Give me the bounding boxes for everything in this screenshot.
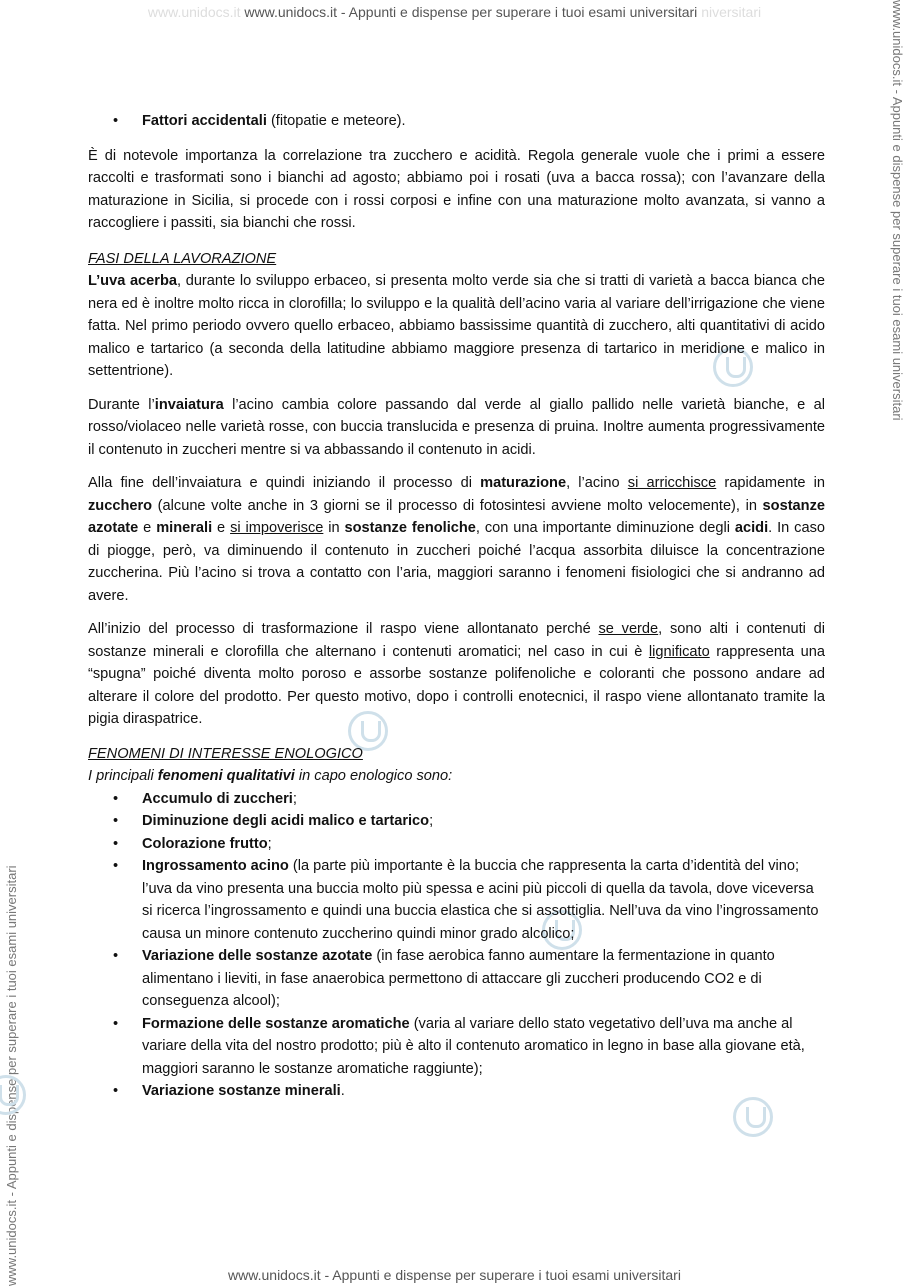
bullet: • <box>113 113 119 129</box>
underlined-term: lignificato <box>648 643 710 660</box>
paragraph-text: rappresenta una “spugna” poiché diventa molto poroso e assorbe sostanze polifenoliche e coloranti che possono andare ad alterare il colore del prodotto. Per questo motivo, dopo i controlli enotecnici, il raspo viene allontanato tramite la pigia diraspatrice. <box>88 643 825 727</box>
list-item <box>88 833 825 856</box>
item-text: ; <box>429 813 434 829</box>
section-heading-fenomeni: FENOMENI DI INTERESSE ENOLOGICO <box>88 745 363 762</box>
item-text: (in fase aerobica fanno aumentare la fermentazione in quanto alimentano i lieviti, in fase anaerobica permettono di attaccare gli zuccheri producendo CO2 e di conseguenza alcool); <box>142 948 775 1009</box>
paragraph-text: in <box>323 520 345 536</box>
watermark-ghost-right: niversitari <box>701 4 762 20</box>
underlined-term: si impoverisce <box>230 520 324 536</box>
item-text: (fitopatie e meteore). <box>266 113 406 129</box>
watermark-ghost-left: www.unidocs.it <box>147 4 241 20</box>
section-intro <box>88 765 825 788</box>
bullet: • <box>113 858 119 874</box>
intro-text: in capo enologico sono: <box>294 768 453 784</box>
paragraph-text: e <box>212 520 231 536</box>
item-bold: Variazione delle sostanze azotate <box>142 948 373 964</box>
paragraph-text: rapidamente in <box>716 475 825 491</box>
paragraph-text: , durante lo sviluppo erbaceo, si presenta molto verde sia che si tratti di varietà a bacca bianca che nera ed è inoltre molto ricca in clorofilla; lo sviluppo e la qualità dell’acino varia al variare dell’irrigazione che viene fatta. Nel primo periodo ovvero quello erbaceo, abbiamo bassissime quantità di zucchero, alti quantitativi di acido malico e tartarico (a seconda della latitudine abbiamo maggiore presenza di tartarico in meridione e malico in settentrione). <box>88 273 825 379</box>
paragraph-text: (alcune volte anche in 3 giorni se il processo di fotosintesi avviene molto velocemente), in <box>152 497 763 514</box>
list-item <box>88 788 825 811</box>
paragraph-text: Alla fine dell’invaiatura e quindi iniziando il processo di <box>88 475 481 491</box>
item-text: ; <box>267 835 272 852</box>
bullet: • <box>113 1083 119 1099</box>
list-item <box>88 945 825 1013</box>
paragraph-text: e <box>138 520 157 536</box>
term-sostanze-azotate: sostanze azotate <box>88 497 825 536</box>
bullet: • <box>113 790 119 807</box>
list-item <box>88 810 825 833</box>
term-minerali: minerali <box>156 520 213 536</box>
bullet: • <box>113 1015 119 1032</box>
paragraph-text: Durante l’ <box>88 396 155 413</box>
item-bold: Accumulo di zuccheri <box>142 790 293 807</box>
unidocs-logo-icon <box>733 1097 773 1137</box>
paragraph-text: All’inizio del processo di trasformazione il raspo viene allontanato perché <box>88 621 599 637</box>
paragraph-text: , l’acino <box>566 475 628 491</box>
paragraph-text: , con una importante diminuzione degli <box>475 520 735 536</box>
list-item <box>88 1080 825 1103</box>
term-fenomeni-qualitativi: fenomeni qualitativi <box>157 768 295 784</box>
watermark-top <box>0 4 909 20</box>
watermark-right-vertical <box>890 0 905 421</box>
paragraph-text: . In caso di piogge, però, va diminuendo il contenuto in zuccheri poiché l’acqua assorbita diluisce la concentrazione zuccherina. Più l’acino si trova a contatto con l’aria, maggiori saranno i fenomeni fisiologici che si andranno ad avere. <box>88 520 825 604</box>
paragraph-raspo <box>88 618 825 731</box>
item-text: ; <box>292 790 297 807</box>
item-bold: Diminuzione degli acidi malico e tartarico <box>142 813 430 829</box>
term-sostanze-fenoliche: sostanze fenoliche <box>344 520 476 536</box>
term-acidi: acidi <box>734 520 769 536</box>
item-bold: Formazione delle sostanze aromatiche <box>142 1015 410 1032</box>
intro-paragraph: È di notevole importanza la correlazione tra zucchero e acidità. Regola generale vuole che i primi a essere raccolti e trasformati sono i bianchi ad agosto; abbiamo poi i rosati (uva a bacca rossa); con l’avanzare della maturazione in Sicilia, si procede con i rossi corposi e infine con una maturazione molto avanzata, si vanno a raccogliere i passiti, sia bianchi che rossi. <box>88 147 825 231</box>
underlined-term: se verde <box>598 621 659 637</box>
document-body <box>88 110 825 1103</box>
watermark-bottom-text: www.unidocs.it - Appunti e dispense per superare i tuoi esami universitari <box>228 1267 681 1283</box>
paragraph-uva-acerba <box>88 270 825 383</box>
term-maturazione: maturazione <box>480 475 567 491</box>
paragraph-text: , sono alti i contenuti di sostanze minerali e clorofilla che alternano i contenuti aromatici; nel caso in cui è <box>88 621 825 660</box>
paragraph-text: l’acino cambia colore passando dal verde al giallo pallido nelle varietà bianche, e al rosso/violaceo nelle varietà rosse, con buccia translucida e presenza di pruina. Inoltre aumenta progressivamente il contenuto in zuccheri mentre si va abbassando il contenuto in acidi. <box>88 396 825 458</box>
item-bold: Variazione sostanze minerali <box>142 1083 341 1099</box>
item-bold: Colorazione frutto <box>142 835 268 852</box>
term-zucchero: zucchero <box>88 497 153 514</box>
list-item <box>88 1013 825 1081</box>
watermark-right-text: www.unidocs.it - Appunti e dispense per superare i tuoi esami universitari <box>890 0 905 421</box>
item-bold: Fattori accidentali <box>142 113 267 129</box>
term-invaiatura: invaiatura <box>154 396 224 413</box>
intro-text: I principali <box>88 768 158 784</box>
fenomeni-list <box>88 788 825 1103</box>
paragraph-invaiatura <box>88 394 825 462</box>
term-uva-acerba: L’uva acerba <box>88 273 178 289</box>
list-item <box>88 855 825 945</box>
bullet: • <box>113 835 119 852</box>
section-heading-fasi: FASI DELLA LAVORAZIONE <box>88 250 277 267</box>
watermark-left-text: www.unidocs.it - Appunti e dispense per superare i tuoi esami universitari <box>4 865 19 1286</box>
item-bold: Ingrossamento acino <box>142 858 289 874</box>
item-text: (la parte più importante è la buccia che rappresenta la carta d’identità del vino; l’uva da vino presenta una buccia molto più spessa e acini più piccoli di quella da tavola, dove viceversa si ricerca l’ingrossamento e quindi una buccia elastica che si assottiglia. Nell’uva da vino l’ingrossamento causa un minore contenuto zuccherino quindi minor grado alcolico; <box>142 858 819 942</box>
paragraph-maturazione <box>88 472 825 607</box>
watermark-bottom <box>0 1267 909 1283</box>
underlined-term: si arricchisce <box>627 475 717 491</box>
watermark-top-text: www.unidocs.it - Appunti e dispense per superare i tuoi esami universitari <box>244 4 698 20</box>
item-text: (varia al variare dello stato vegetativo dell’uva ma anche al variare della vita del nostro prodotto; più è alto il contenuto aromatico in legno in base alla giovane età, maggiori saranno le sostanze aromatiche raggiunte); <box>142 1015 805 1077</box>
list-item <box>88 110 825 133</box>
unidocs-logo-icon <box>0 1075 26 1115</box>
bullet: • <box>113 813 119 829</box>
bullet: • <box>113 948 119 964</box>
item-text: . <box>340 1083 345 1099</box>
